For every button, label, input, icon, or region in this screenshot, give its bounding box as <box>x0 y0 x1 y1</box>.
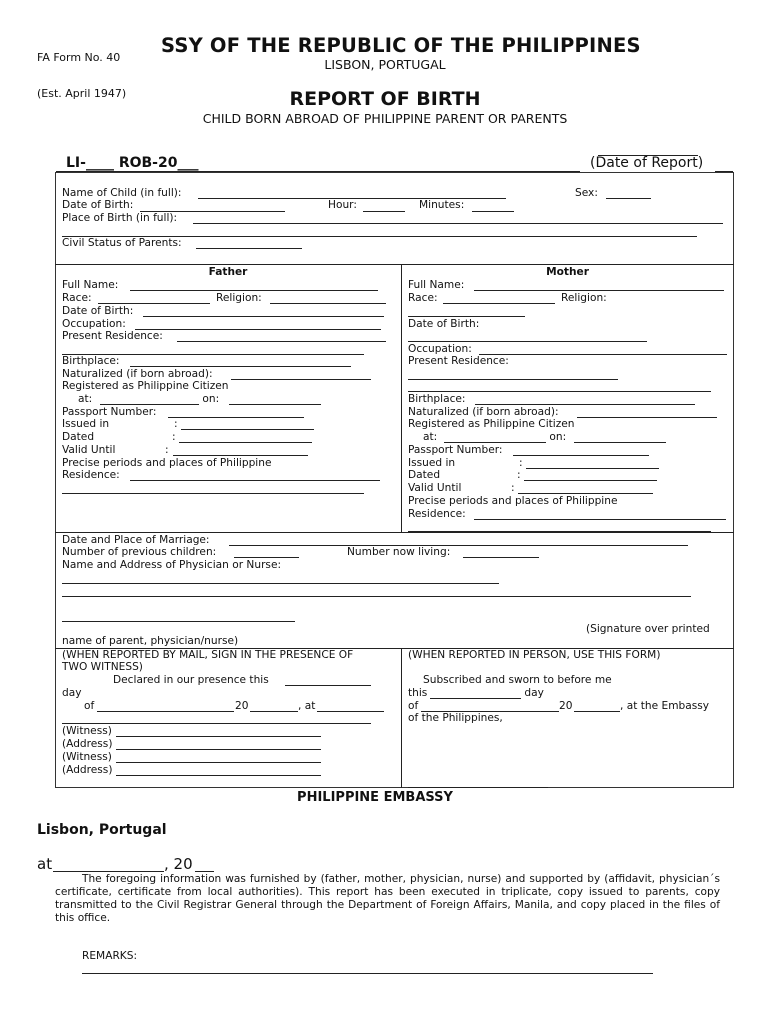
father-valid-colon: : <box>165 444 169 456</box>
mother-residence-field-2[interactable] <box>408 391 711 392</box>
father-passport-label: Passport Number: <box>62 406 160 418</box>
father-on-field[interactable] <box>229 404 321 405</box>
mother-on-field[interactable] <box>574 442 666 443</box>
footer-city: Lisbon, Portugal <box>37 822 167 838</box>
child-pob-field[interactable] <box>193 223 723 224</box>
mother-issued-label: Issued in <box>408 457 456 469</box>
mother-occupation-field[interactable] <box>479 354 727 355</box>
report-subtitle: CHILD BORN ABROAD OF PHILIPPINE PARENT OR PARENTS <box>202 111 568 126</box>
footer-year-field[interactable] <box>195 871 214 872</box>
mother-race-field[interactable] <box>443 303 555 304</box>
father-periods-label: Precise periods and places of Philippine <box>62 457 272 469</box>
mother-dob-field[interactable] <box>408 341 647 342</box>
mother-periods-field-2[interactable] <box>408 531 711 532</box>
mother-valid-field[interactable] <box>518 493 653 494</box>
father-race-field[interactable] <box>98 303 210 304</box>
form-number-text: FA Form No. 40 <box>37 51 121 64</box>
mother-at-label: at: <box>423 431 441 443</box>
father-dated-field[interactable] <box>179 442 312 443</box>
report-title: REPORT OF BIRTH <box>289 88 481 110</box>
mail-blank-line[interactable] <box>62 723 371 724</box>
mail-of-label: of <box>84 700 95 712</box>
marriage-field[interactable] <box>229 545 688 546</box>
divider-parents <box>401 264 402 532</box>
father-periods-field-2[interactable] <box>62 493 364 494</box>
reference-number[interactable]: LI-____ ROB-20___ <box>66 155 199 171</box>
mail-at-field[interactable] <box>317 711 384 712</box>
footer-twenty-label: , 20 <box>164 855 193 873</box>
remarks-label: REMARKS: <box>82 950 138 962</box>
mother-on-label: on: <box>546 431 570 443</box>
child-hour-label: Hour: <box>328 199 361 211</box>
father-birthplace-field[interactable] <box>130 366 351 367</box>
child-sex-field[interactable] <box>606 198 651 199</box>
mother-issued-colon: : <box>519 457 523 469</box>
divider-child <box>55 264 734 265</box>
remarks-field[interactable] <box>82 973 653 974</box>
father-dated-label: Dated <box>62 431 95 443</box>
mother-at-field[interactable] <box>444 442 546 443</box>
physician-label: Name and Address of Physician or Nurse: <box>62 559 282 571</box>
mail-day-label: day <box>62 687 82 699</box>
now-living-label: Number now living: <box>347 546 454 558</box>
father-fullname-label: Full Name: <box>62 279 122 291</box>
signature-note-2: name of parent, physician/nurse) <box>62 635 239 647</box>
mother-religion-label: Religion: <box>561 292 611 304</box>
signature-note: (Signature over printed <box>586 623 710 635</box>
mother-dob-label: Date of Birth: <box>408 318 483 330</box>
signature-field[interactable] <box>62 621 295 622</box>
mail-address-1-label: (Address) <box>62 738 113 750</box>
mother-valid-colon: : <box>511 482 515 494</box>
person-of-label: of <box>408 700 419 712</box>
child-sex-label: Sex: <box>575 187 602 199</box>
form-established-text: (Est. April 1947) <box>37 87 127 100</box>
person-this-field[interactable] <box>430 698 521 699</box>
mother-fullname-field[interactable] <box>474 290 724 291</box>
mail-at-label: , at <box>298 700 316 712</box>
embassy-location: LISBON, PORTUGAL <box>324 57 446 72</box>
mother-passport-label: Passport Number: <box>408 444 506 456</box>
person-this-label: this <box>408 687 428 699</box>
father-dob-field[interactable] <box>143 316 384 317</box>
child-hour-field[interactable] <box>363 211 405 212</box>
divider-marriage <box>55 532 734 533</box>
father-periods-field[interactable] <box>130 480 380 481</box>
person-year-field[interactable] <box>574 711 620 712</box>
mail-twenty-label: 20 <box>235 700 249 712</box>
previous-children-label: Number of previous children: <box>62 546 220 558</box>
mother-issued-field[interactable] <box>526 468 659 469</box>
mother-naturalized-field[interactable] <box>577 417 717 418</box>
civil-status-field[interactable] <box>196 248 302 249</box>
father-religion-field[interactable] <box>270 303 386 304</box>
father-issued-label: Issued in <box>62 418 110 430</box>
person-heading: (WHEN REPORTED IN PERSON, USE THIS FORM) <box>408 649 661 661</box>
mother-dated-label: Dated <box>408 469 441 481</box>
civil-status-label: Civil Status of Parents: <box>62 237 185 249</box>
mother-valid-label: Valid Until <box>408 482 462 494</box>
child-pob-label: Place of Birth (in full): <box>62 212 181 224</box>
father-naturalized-label: Naturalized (if born abroad): <box>62 368 216 380</box>
now-living-field[interactable] <box>463 557 539 558</box>
mother-periods-residence-label: Residence: <box>408 508 470 520</box>
footer-statement <box>55 873 720 925</box>
father-occupation-field[interactable] <box>135 329 381 330</box>
father-heading: Father <box>208 266 248 278</box>
mail-heading-2: TWO WITNESS) <box>62 661 143 673</box>
mother-dated-field[interactable] <box>524 480 657 481</box>
person-subscribed: Subscribed and sworn to before me <box>423 674 612 686</box>
mother-religion-field[interactable] <box>408 316 525 317</box>
person-twenty-label: 20 <box>559 700 573 712</box>
father-race-label: Race: <box>62 292 95 304</box>
father-issued-field[interactable] <box>181 429 314 430</box>
child-name-label: Name of Child (in full): <box>62 187 185 199</box>
father-issued-colon: : <box>174 418 178 430</box>
physician-field-1[interactable] <box>62 583 499 584</box>
footer-embassy: PHILIPPINE EMBASSY <box>297 790 453 805</box>
father-at-field[interactable] <box>100 404 199 405</box>
mother-race-label: Race: <box>408 292 441 304</box>
mail-address-2-field[interactable] <box>116 775 321 776</box>
mother-passport-field[interactable] <box>513 455 649 456</box>
mail-year-field[interactable] <box>250 711 298 712</box>
father-residence-field[interactable] <box>177 341 386 342</box>
child-minutes-field[interactable] <box>472 211 514 212</box>
father-dated-colon: : <box>172 431 176 443</box>
statement-text: The foregoing information was furnished by (father, mother, physician, nurse) and supported by (affidavit, physician´s certificate, certificate from local authorities). This report has been executed in triplicate, copy issued to parents, copy transmitted to the Civil Registrar General through the Department of Foreign Affairs, Manila, and copy placed in the files of this office. <box>55 873 720 924</box>
mail-of-field[interactable] <box>97 711 234 712</box>
father-valid-field[interactable] <box>173 455 308 456</box>
mother-fullname-label: Full Name: <box>408 279 468 291</box>
father-at-label: at: <box>78 393 96 405</box>
footer-at-label: at <box>37 855 53 873</box>
father-periods-residence-label: Residence: <box>62 469 124 481</box>
mother-heading: Mother <box>546 266 589 278</box>
mother-naturalized-label: Naturalized (if born abroad): <box>408 406 562 418</box>
mother-residence-label: Present Residence: <box>408 355 513 367</box>
marriage-label: Date and Place of Marriage: <box>62 534 213 546</box>
divider-mail-person <box>401 648 402 788</box>
father-residence-label: Present Residence: <box>62 330 167 342</box>
father-on-label: on: <box>199 393 223 405</box>
mail-declared-field[interactable] <box>285 685 371 686</box>
mail-address-1-field[interactable] <box>116 749 321 750</box>
mail-witness-1-field[interactable] <box>116 736 321 737</box>
mail-witness-2-label: (Witness) <box>62 751 112 763</box>
mail-declared-label: Declared in our presence this <box>113 674 269 686</box>
father-dob-label: Date of Birth: <box>62 305 137 317</box>
person-signature-field[interactable] <box>408 787 548 788</box>
mother-periods-label: Precise periods and places of Philippine <box>408 495 618 507</box>
father-passport-field[interactable] <box>168 417 304 418</box>
mother-dated-colon: : <box>517 469 521 481</box>
person-philippines-label: of the Philippines, <box>408 712 503 724</box>
father-religion-label: Religion: <box>216 292 266 304</box>
embassy-title: SSY OF THE REPUBLIC OF THE PHILIPPINES <box>161 34 641 57</box>
mother-occupation-label: Occupation: <box>408 343 476 355</box>
mail-address-2-label: (Address) <box>62 764 113 776</box>
date-of-report-label: (Date of Report) <box>590 155 704 171</box>
father-fullname-field[interactable] <box>130 290 378 291</box>
mother-periods-field[interactable] <box>474 519 726 520</box>
child-dob-label: Date of Birth: <box>62 199 137 211</box>
mother-registered-label: Registered as Philippine Citizen <box>408 418 575 430</box>
father-naturalized-field[interactable] <box>231 379 371 380</box>
mother-birthplace-field[interactable] <box>475 404 695 405</box>
mother-birthplace-label: Birthplace: <box>408 393 469 405</box>
mother-residence-field[interactable] <box>408 379 618 380</box>
physician-field-2[interactable] <box>62 596 691 597</box>
father-occupation-label: Occupation: <box>62 318 130 330</box>
mail-witness-2-field[interactable] <box>116 762 321 763</box>
mail-heading-1: (WHEN REPORTED BY MAIL, SIGN IN THE PRESENCE OF <box>62 649 354 661</box>
father-valid-label: Valid Until <box>62 444 116 456</box>
previous-children-field[interactable] <box>234 557 299 558</box>
father-registered-label: Registered as Philippine Citizen <box>62 380 229 392</box>
person-embassy-label: , at the Embassy <box>620 700 710 712</box>
father-birthplace-label: Birthplace: <box>62 355 123 367</box>
person-day-label: day <box>521 687 544 699</box>
child-minutes-label: Minutes: <box>419 199 468 211</box>
mail-witness-1-label: (Witness) <box>62 725 112 737</box>
footer-at-field[interactable] <box>53 871 164 872</box>
